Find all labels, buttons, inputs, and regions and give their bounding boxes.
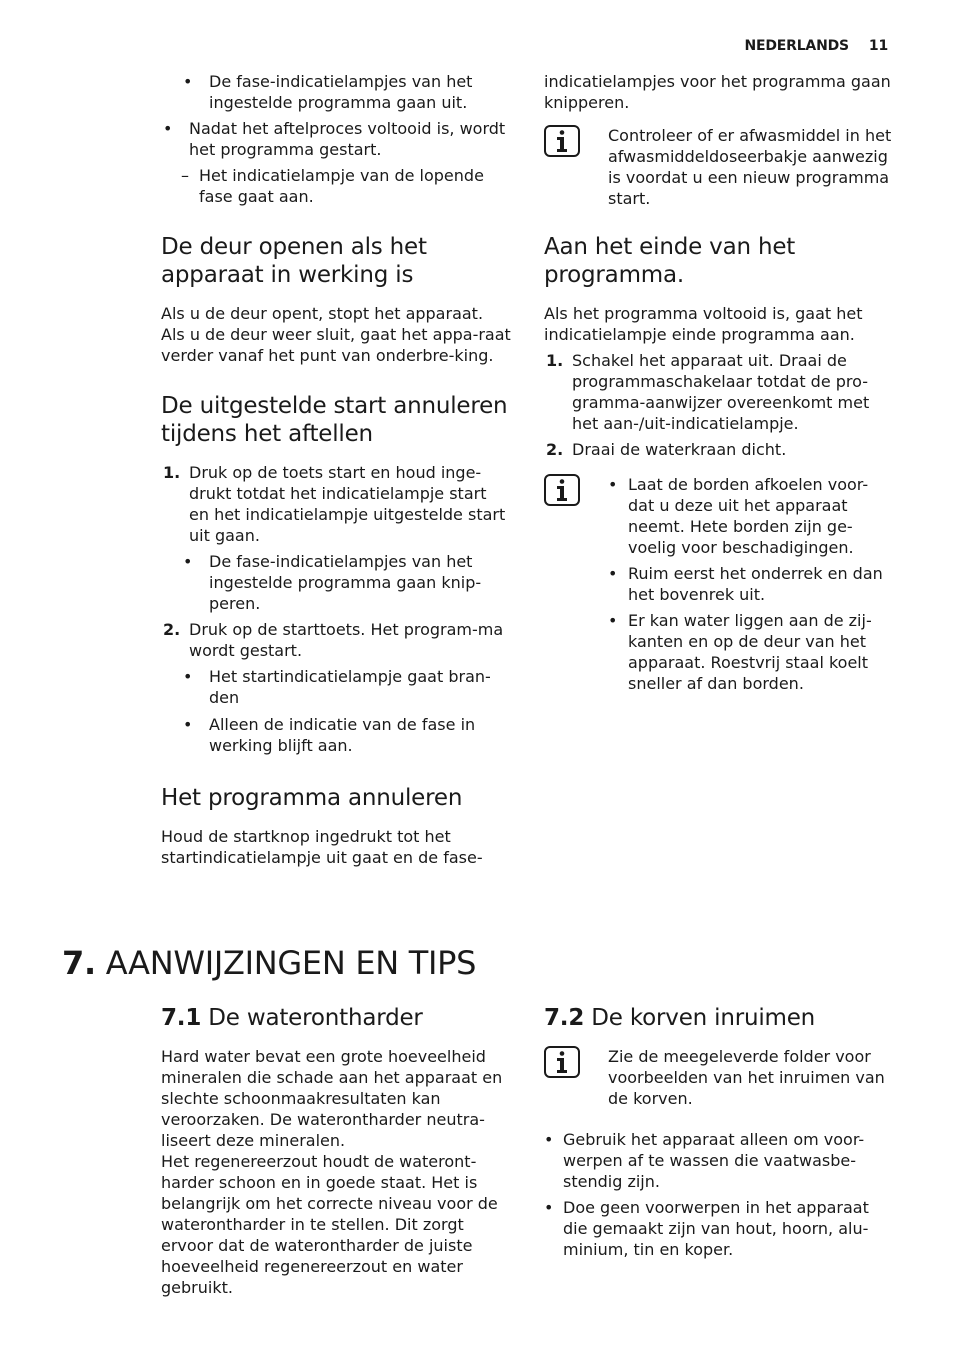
note-text: Zie de meegeleverde folder voor voorbeelden van het inruimen van de korven. [608, 1047, 885, 1108]
list-item-text: Er kan water liggen aan de zij-kanten en op de deur van het apparaat. Roestvrij staal koelt sneller af dan borden. [628, 611, 872, 693]
list-item-text: Het startindicatielampje gaat bran-den [209, 667, 491, 707]
chapter-number: 7. [62, 944, 96, 982]
right-column-top [544, 71, 894, 694]
paragraph: Als u de deur opent, stopt het apparaat. Als u de deur weer sluit, gaat het appa-raat verder vanaf het punt van onderbre-king. [161, 304, 511, 365]
list-item [544, 1129, 894, 1192]
section-heading: Het programma annuleren [161, 785, 463, 811]
number-marker: 2. [163, 620, 181, 639]
section-heading [544, 1004, 894, 1032]
list-item [161, 118, 511, 160]
page-number: 11 [868, 38, 888, 54]
info-note [544, 125, 894, 209]
list-item-text: Nadat het aftelproces voltooid is, wordt het programma gestart. [189, 119, 506, 159]
list-item [608, 563, 894, 605]
page-header [600, 38, 888, 54]
list-item [544, 439, 894, 460]
section-number: 7.2 [544, 1005, 585, 1031]
chapter-title: AANWIJZINGEN EN TIPS [105, 944, 477, 982]
list-item [544, 1197, 894, 1260]
bullet-marker: • [544, 1130, 554, 1149]
bullet-marker: • [183, 552, 193, 571]
chapter-heading [62, 944, 476, 982]
section-7-1 [161, 1004, 511, 1298]
paragraph: indicatielampjes voor het programma gaan knipperen. [544, 72, 891, 112]
bullet-marker: • [608, 475, 618, 494]
section-heading [161, 1004, 511, 1032]
list-item [181, 71, 511, 113]
list-item [544, 350, 894, 434]
number-marker: 1. [546, 351, 564, 370]
number-marker: 2. [546, 440, 564, 459]
list-item [181, 165, 511, 207]
note-text: Controleer of er afwasmiddel in het afwasmiddeldoseerbakje aanwezig is voordat u een nieuw programma start. [608, 126, 892, 208]
list-item-text: Alleen de indicatie van de fase in werking blijft aan. [209, 715, 476, 755]
number-marker: 1. [163, 463, 181, 482]
section-title: De korven inruimen [591, 1005, 816, 1031]
list-item-text: Doe geen voorwerpen in het apparaat die gemaakt zijn van hout, hoorn, alu-minium, tin en koper. [563, 1198, 869, 1259]
list-item [181, 666, 511, 708]
paragraph: Houd de startknop ingedrukt tot het startindicatielampje uit gaat en de fase- [161, 827, 483, 867]
list-item-text: Druk op de starttoets. Het program-ma wordt gestart. [189, 620, 504, 660]
list-item [608, 610, 894, 694]
list-item-text: Het indicatielampje van de lopende fase gaat aan. [199, 166, 484, 206]
bullet-marker: • [163, 119, 173, 138]
info-icon [544, 474, 580, 506]
bullet-marker: • [608, 611, 618, 630]
list-item-text: Gebruik het apparaat alleen om voor-werpen af te wassen die vaatwasbe-stendig zijn. [563, 1130, 865, 1191]
list-item-text: De fase-indicatielampjes van het ingestelde programma gaan uit. [209, 72, 473, 112]
section-7-2 [544, 1004, 894, 1260]
list-item [181, 714, 511, 756]
bullet-marker: • [183, 715, 193, 734]
info-icon [544, 125, 580, 157]
list-item [161, 619, 511, 661]
bullet-marker: • [183, 72, 193, 91]
paragraph: Als het programma voltooid is, gaat het indicatielampje einde programma aan. [544, 304, 863, 344]
list-item-text: Schakel het apparaat uit. Draai de programmaschakelaar totdat de pro-gramma-aanwijzer overeenkomt met het aan-/uit-indicatielampje. [572, 351, 870, 433]
bullet-marker: • [183, 667, 193, 686]
section-heading: De uitgestelde start annuleren tijdens het aftellen [161, 393, 508, 447]
section-title: De waterontharder [208, 1005, 423, 1031]
section-heading: De deur openen als het apparaat in werking is [161, 234, 427, 288]
list-item-text: Draai de waterkraan dicht. [572, 440, 787, 459]
list-item-text: De fase-indicatielampjes van het ingestelde programma gaan knip-peren. [209, 552, 482, 613]
section-number: 7.1 [161, 1005, 202, 1031]
list-item [608, 474, 894, 558]
bullet-marker: • [608, 564, 618, 583]
info-icon [544, 1046, 580, 1078]
info-note [544, 1046, 894, 1109]
list-item-text: Druk op de toets start en houd inge-drukt totdat het indicatielampje start en het indicatielampje uitgestelde start uit gaan. [189, 463, 506, 545]
left-column-top [161, 71, 511, 868]
list-item-text: Ruim eerst het onderrek en dan het bovenrek uit. [628, 564, 883, 604]
paragraph: Het regenereerzout houdt de wateront-harder schoon en in goede staat. Het is belangrijk om het correcte niveau voor de waterontharder in te stellen. Dit zorgt ervoor dat de waterontharder de juiste hoeveelheid regenereerzout en water gebruikt. [161, 1152, 498, 1297]
dash-marker: – [181, 166, 189, 185]
list-item [181, 551, 511, 614]
language-label: NEDERLANDS [744, 38, 849, 54]
list-item-text: Laat de borden afkoelen voor-dat u deze uit het apparaat neemt. Hete borden zijn ge-voelig voor beschadigingen. [628, 475, 869, 557]
paragraph: Hard water bevat een grote hoeveelheid mineralen die schade aan het apparaat en slechte schoonmaakresultaten kan veroorzaken. De waterontharder neutra-liseert deze mineralen. [161, 1047, 503, 1150]
info-note [544, 474, 894, 694]
list-item [161, 462, 511, 546]
bullet-marker: • [544, 1198, 554, 1217]
section-heading: Aan het einde van het programma. [544, 234, 796, 288]
